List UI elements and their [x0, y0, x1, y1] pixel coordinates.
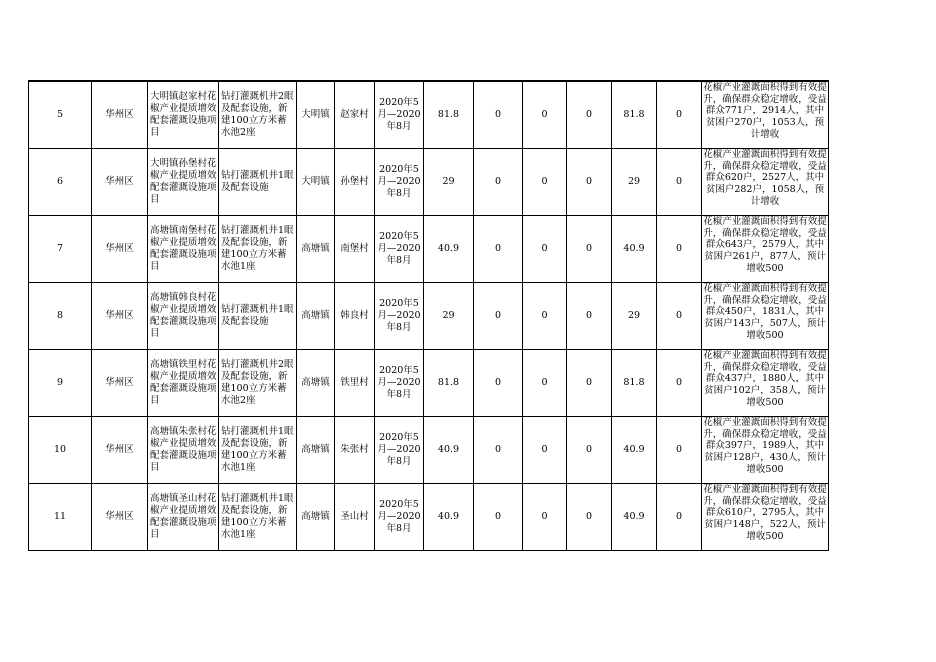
cell-town: 高塘镇: [297, 216, 335, 283]
cell-benefit-description: 花椒产业灌溉面积得到有效提升，确保群众稳定增收，受益群众643户，2579人，其中贫困户261户，877人，预计增收500: [702, 216, 829, 283]
cell-total-investment: 40.9: [424, 216, 474, 283]
cell-village: 南堡村: [335, 216, 375, 283]
cell-town: 高塘镇: [297, 283, 335, 350]
cell-fund-5: 0: [657, 417, 702, 484]
cell-fund-4: 29: [612, 149, 657, 216]
cell-benefit-description: 花椒产业灌溉面积得到有效提升，确保群众稳定增收，受益群众397户，1989人，其中贫困户128户，430人，预计增收500: [702, 417, 829, 484]
cell-fund-2: 0: [523, 484, 567, 551]
cell-construction-content: 钻打灌溉机井2眼及配套设施，新建100立方米蓄水池2座: [219, 81, 297, 149]
cell-fund-4: 81.8: [612, 81, 657, 149]
table-row: [29, 283, 829, 350]
cell-total-investment: 81.8: [424, 350, 474, 417]
cell-town: 高塘镇: [297, 484, 335, 551]
cell-fund-1: 0: [474, 417, 523, 484]
cell-district: 华州区: [92, 216, 148, 283]
project-table: [28, 80, 829, 551]
cell-construction-content: 钻打灌溉机井2眼及配套设施，新建100立方米蓄水池2座: [219, 350, 297, 417]
cell-construction-content: 钻打灌溉机井1眼及配套设施: [219, 283, 297, 350]
cell-fund-3: 0: [567, 350, 612, 417]
table-row: [29, 484, 829, 551]
cell-serial-number: 11: [29, 484, 92, 551]
cell-fund-2: 0: [523, 417, 567, 484]
cell-village: 铁里村: [335, 350, 375, 417]
cell-total-investment: 40.9: [424, 484, 474, 551]
cell-serial-number: 9: [29, 350, 92, 417]
cell-project-name: 大明镇赵家村花椒产业提质增效配套灌溉设施项目: [148, 81, 219, 149]
cell-village: 朱张村: [335, 417, 375, 484]
cell-fund-2: 0: [523, 283, 567, 350]
cell-total-investment: 40.9: [424, 417, 474, 484]
cell-period: 2020年5月—2020年8月: [375, 350, 424, 417]
cell-town: 高塘镇: [297, 350, 335, 417]
cell-benefit-description: 花椒产业灌溉面积得到有效提升，确保群众稳定增收，受益群众771户，2914人，其中贫困户270户，1053人，预计增收: [702, 81, 829, 149]
cell-construction-content: 钻打灌溉机井1眼及配套设施，新建100立方米蓄水池1座: [219, 417, 297, 484]
cell-fund-3: 0: [567, 149, 612, 216]
cell-fund-1: 0: [474, 283, 523, 350]
cell-fund-1: 0: [474, 484, 523, 551]
cell-village: 孙堡村: [335, 149, 375, 216]
cell-district: 华州区: [92, 149, 148, 216]
cell-fund-3: 0: [567, 484, 612, 551]
cell-project-name: 高塘镇圣山村花椒产业提质增效配套灌溉设施项目: [148, 484, 219, 551]
cell-serial-number: 6: [29, 149, 92, 216]
cell-fund-1: 0: [474, 216, 523, 283]
table-row: [29, 417, 829, 484]
cell-village: 韩良村: [335, 283, 375, 350]
cell-project-name: 高塘镇朱张村花椒产业提质增效配套灌溉设施项目: [148, 417, 219, 484]
cell-total-investment: 81.8: [424, 81, 474, 149]
cell-fund-3: 0: [567, 417, 612, 484]
cell-period: 2020年5月—2020年8月: [375, 417, 424, 484]
table-row: [29, 149, 829, 216]
cell-village: 赵家村: [335, 81, 375, 149]
cell-fund-2: 0: [523, 149, 567, 216]
cell-construction-content: 钻打灌溉机井1眼及配套设施，新建100立方米蓄水池1座: [219, 484, 297, 551]
cell-fund-3: 0: [567, 81, 612, 149]
cell-benefit-description: 花椒产业灌溉面积得到有效提升，确保群众稳定增收，受益群众437户，1880人，其中贫困户102户，358人，预计增收500: [702, 350, 829, 417]
cell-serial-number: 8: [29, 283, 92, 350]
cell-project-name: 高塘镇南堡村花椒产业提质增效配套灌溉设施项目: [148, 216, 219, 283]
cell-fund-5: 0: [657, 216, 702, 283]
cell-district: 华州区: [92, 81, 148, 149]
cell-fund-5: 0: [657, 149, 702, 216]
cell-benefit-description: 花椒产业灌溉面积得到有效提升，确保群众稳定增收，受益群众610户，2795人，其中贫困户148户，522人，预计增收500: [702, 484, 829, 551]
cell-construction-content: 钻打灌溉机井1眼及配套设施，新建100立方米蓄水池1座: [219, 216, 297, 283]
cell-construction-content: 钻打灌溉机井1眼及配套设施: [219, 149, 297, 216]
cell-fund-5: 0: [657, 81, 702, 149]
cell-fund-4: 81.8: [612, 350, 657, 417]
cell-fund-1: 0: [474, 350, 523, 417]
cell-period: 2020年5月—2020年8月: [375, 149, 424, 216]
cell-total-investment: 29: [424, 149, 474, 216]
table-row: [29, 350, 829, 417]
cell-fund-1: 0: [474, 149, 523, 216]
cell-fund-2: 0: [523, 81, 567, 149]
cell-fund-5: 0: [657, 484, 702, 551]
cell-fund-2: 0: [523, 350, 567, 417]
cell-fund-4: 40.9: [612, 417, 657, 484]
cell-district: 华州区: [92, 417, 148, 484]
cell-period: 2020年5月—2020年8月: [375, 216, 424, 283]
cell-fund-3: 0: [567, 216, 612, 283]
cell-fund-1: 0: [474, 81, 523, 149]
cell-period: 2020年5月—2020年8月: [375, 484, 424, 551]
cell-period: 2020年5月—2020年8月: [375, 283, 424, 350]
cell-period: 2020年5月—2020年8月: [375, 81, 424, 149]
cell-fund-3: 0: [567, 283, 612, 350]
cell-project-name: 高塘镇韩良村花椒产业提质增效配套灌溉设施项目: [148, 283, 219, 350]
cell-serial-number: 5: [29, 81, 92, 149]
cell-town: 大明镇: [297, 149, 335, 216]
cell-project-name: 大明镇孙堡村花椒产业提质增效配套灌溉设施项目: [148, 149, 219, 216]
cell-benefit-description: 花椒产业灌溉面积得到有效提升，确保群众稳定增收，受益群众620户，2527人，其中贫困户282户，1058人，预计增收: [702, 149, 829, 216]
cell-serial-number: 7: [29, 216, 92, 283]
cell-fund-4: 29: [612, 283, 657, 350]
cell-benefit-description: 花椒产业灌溉面积得到有效提升，确保群众稳定增收，受益群众450户，1831人，其中贫困户143户，507人，预计增收500: [702, 283, 829, 350]
table-row: [29, 216, 829, 283]
cell-project-name: 高塘镇铁里村花椒产业提质增效配套灌溉设施项目: [148, 350, 219, 417]
cell-district: 华州区: [92, 484, 148, 551]
cell-village: 圣山村: [335, 484, 375, 551]
cell-town: 高塘镇: [297, 417, 335, 484]
cell-town: 大明镇: [297, 81, 335, 149]
cell-total-investment: 29: [424, 283, 474, 350]
cell-fund-4: 40.9: [612, 484, 657, 551]
cell-fund-2: 0: [523, 216, 567, 283]
cell-district: 华州区: [92, 283, 148, 350]
cell-fund-5: 0: [657, 283, 702, 350]
table-row: [29, 81, 829, 149]
cell-fund-5: 0: [657, 350, 702, 417]
cell-district: 华州区: [92, 350, 148, 417]
cell-fund-4: 40.9: [612, 216, 657, 283]
cell-serial-number: 10: [29, 417, 92, 484]
